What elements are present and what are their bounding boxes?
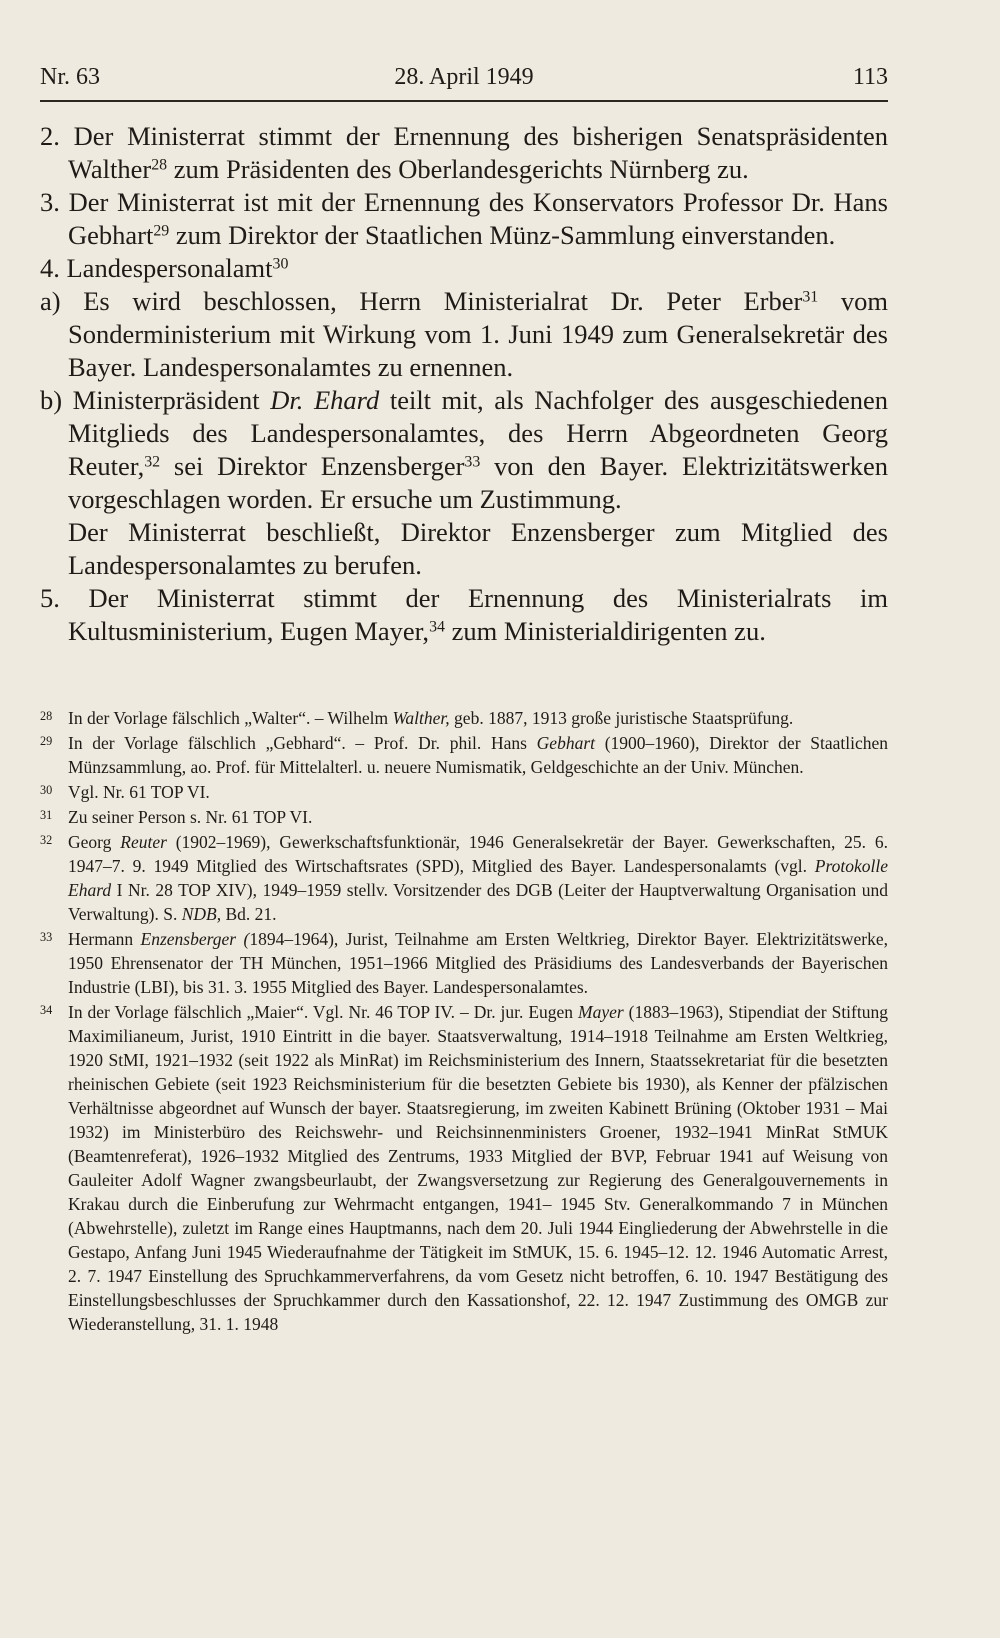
footnote-text: geb. 1887, 1913 große juristische Staatsprüfung. [449, 708, 794, 728]
footnote-name: Walther, [392, 708, 450, 728]
footnote-31: 31 Zu seiner Person s. Nr. 61 TOP VI. [40, 807, 313, 827]
footnote-ref-30: 30 [272, 255, 289, 273]
item-4-resolution-text: Der Ministerrat beschließt, Direktor Enzensberger zum Mitglied des Landespersonalamtes zu berufen. [68, 517, 888, 580]
footnote-32: 32 Georg Reuter (1902–1969), Gewerkschaftsfunktionär, 1946 Generalsekretär der Bayer. Gewerkschaften, 25. 6. 1947–7. 9. 1949 Mitglied des Wirtschaftsrates (SPD), Mitglied des Bayer. Landespersonalamts (vgl. Protokolle Ehard I Nr. 28 TOP XIV), 1949–1959 stellv. Vorsitzender des DGB (Leiter der Hauptverwaltung Organisation und Verwaltung). S. NDB, Bd. 21. [40, 832, 889, 924]
footnote-text: In der Vorlage fälschlich „Gebhard“. – Prof. Dr. phil. Hans [68, 733, 537, 753]
item-5 [40, 582, 888, 648]
item-4b [40, 384, 888, 516]
footnotes [40, 706, 888, 1337]
running-header [40, 60, 888, 102]
footnote-ref-32: 32 [144, 453, 161, 471]
footnote-34: 34 In der Vorlage fälschlich „Maier“. Vgl. Nr. 46 TOP IV. – Dr. jur. Eugen Mayer (1883–1963), Stipendiat der Stiftung Maximilianeum, Jurist, 1910 Eintritt in die bayer. Staatsverwaltung, 1914–1918 Teilnahme am Ersten Weltkrieg, 1920 StMI, 1921–1932 (seit 1922 als MinRat) im Reichsministerium des Innern, Staatssekretariat für die besetzten rheinischen Gebiete (seit 1923 Reichsministerium für die besetzten Gebiete bis 1930), als Kenner der pfälzischen Verhältnisse abgeordnet auf Wunsch der bayer. Staatsregierung, im zweiten Kabinett Brüning (Oktober 1931 – Mai 1932) im Ministerbüro des Reichswehr- und Reichsinnenministers Groener, 1932–1941 MinRat StMUK (Beamtenreferat), 1926–1932 Mitglied des Zentrums, 1933 Mitglied der BVP, Februar 1941 auf Weisung von Gauleiter Adolf Wagner zwangsbeurlaubt, der Zwangsversetzung zur Regierung des Generalgouvernements in Krakau durch die Einberufung zur Wehrmacht entgangen, 1941– 1945 Stv. Generalkommando 7 in München (Abwehrstelle), zuletzt im Range eines Hauptmanns, nach dem 20. Juli 1944 Eingliederung der Abwehrstelle in die Gestapo, Anfang Juni 1945 Wiederaufnahme der Tätigkeit im StMUK, 15. 6. 1945–12. 12. 1946 Automatic Arrest, 2. 7. 1947 Einstellung des Spruchkammerverfahrens, da vom Gesetz nicht betroffen, 6. 10. 1947 Bestätigung des Einstellungsbeschlusses der Spruchkammer durch den Kassationshof, 22. 12. 1947 Zustimmung des OMGB zur Wiederanstellung, 31. 1. 1948 [40, 1002, 888, 1334]
item-4b-text-2: teilt mit, als Nachfolger des ausgeschiedenen Mitglieds des Landespersonalamtes, des Herrn Abgeordneten Georg Reuter, [68, 385, 889, 481]
item-4b-text: b) Ministerpräsident [40, 385, 271, 415]
footnote-ref-33: 33 [464, 453, 481, 471]
item-5-text: 5. Der Ministerrat stimmt der Ernennung des Ministerialrats im Kultusministerium, Eugen Mayer, [40, 583, 888, 646]
footnote-text: Georg [68, 832, 121, 852]
footnote-text: (1900–1960), Direktor der Staatlichen Münzsammlung, ao. Prof. für Mittelalterl. u. neuere Numismatik, Geldgeschichte an der Univ. München. [68, 733, 888, 777]
footnote-title: NDB, [181, 904, 222, 924]
footnote-30: 30 Vgl. Nr. 61 TOP VI. [40, 782, 210, 802]
item-4-resolution [40, 516, 888, 582]
footnote-name: Mayer [578, 1002, 624, 1022]
footnote-text: In der Vorlage fälschlich „Maier“. Vgl. Nr. 46 TOP IV. – Dr. jur. Eugen [68, 1002, 578, 1022]
item-4a [40, 285, 888, 384]
document-number: Nr. 63 [40, 64, 100, 90]
item-4b-name: Dr. Ehard [270, 385, 380, 415]
footnote-text: Zu seiner Person s. Nr. 61 TOP VI. [68, 807, 313, 827]
footnote-text: Bd. 21. [221, 904, 277, 924]
main-text [40, 120, 888, 648]
footnote-name: Reuter [120, 832, 167, 852]
item-4-title: 4. Landespersonalamt [40, 253, 273, 283]
footnote-title: Protokolle Ehard [68, 856, 888, 900]
footnote-text: (1902–1969), Gewerkschaftsfunktionär, 1946 Generalsekretär der Bayer. Gewerkschaften, 25. 6. 1947–7. 9. 1949 Mitglied des Wirtschaftsrates (SPD), Mitglied des Bayer. Landespersonalamts (vgl. [68, 832, 889, 876]
footnote-33: 33 Hermann Enzensberger (1894–1964), Jurist, Teilnahme am Ersten Weltkrieg, Direktor Bayer. Elektrizitätswerke, 1950 Ehrensenator der TH München, 1951–1966 Mitglied des Präsidiums des Landesverbands der Bayerischen Industrie (LBI), bis 31. 3. 1955 Mitglied des Bayer. Landespersonalamtes. [40, 929, 889, 997]
item-3 [40, 186, 888, 252]
footnote-name: Gebhart [536, 733, 595, 753]
item-2-text-end: zum Präsidenten des Oberlandesgerichts Nürnberg zu. [167, 154, 749, 184]
footnote-text: 1894–1964), Jurist, Teilnahme am Ersten Weltkrieg, Direktor Bayer. Elektrizitätswerke, 1950 Ehrensenator der TH München, 1951–1966 Mitglied des Präsidiums des Landesverbands der Bayerischen Industrie (LBI), bis 31. 3. 1955 Mitglied des Bayer. Landespersonalamtes. [68, 929, 889, 997]
item-2 [40, 120, 888, 186]
item-4 [40, 252, 888, 285]
footnote-text: I Nr. 28 TOP XIV), 1949–1959 stellv. Vorsitzender des DGB (Leiter der Hauptverwaltung Organisation und Verwaltung). S. [68, 880, 888, 924]
item-5-text-end: zum Ministerialdirigenten zu. [444, 616, 766, 646]
footnote-ref-28: 28 [151, 156, 168, 174]
item-2-text: 2. Der Ministerrat stimmt der Ernennung des bisherigen Senatspräsidenten Walther [40, 121, 888, 184]
footnote-ref-34: 34 [429, 618, 445, 636]
footnote-text: (1883–1963), Stipendiat der Stiftung Maximilianeum, Jurist, 1910 Eintritt in die bayer. Staatsverwaltung, 1914–1918 Teilnahme am Ersten Weltkrieg, 1920 StMI, 1921–1932 (seit 1922 als MinRat) im Reichsministerium des Innern, Staatssekretariat für die besetzten rheinischen Gebiete (seit 1923 Reichsministerium für die besetzten Gebiete bis 1930), als Kenner der pfälzischen Verhältnisse abgeordnet auf Wunsch der bayer. Staatsregierung, im zweiten Kabinett Brüning (Oktober 1931 – Mai 1932) im Ministerbüro des Reichswehr- und Reichsinnenministers Groener, 1932–1941 MinRat StMUK (Beamtenreferat), 1926–1932 Mitglied des Zentrums, 1933 Mitglied der BVP, Februar 1941 auf Weisung von Gauleiter Adolf Wagner zwangsbeurlaubt, der Zwangsversetzung zur Regierung des Generalgouvernements in Krakau durch die Einberufung zur Wehrmacht entgangen, 1941– 1945 Stv. Generalkommando 7 in München (Abwehrstelle), zuletzt im Range eines Hauptmanns, nach dem 20. Juli 1944 Eingliederung der Abwehrstelle in die Gestapo, Anfang Juni 1945 Wiederaufnahme der Tätigkeit im StMUK, 15. 6. 1945–12. 12. 1946 Automatic Arrest, 2. 7. 1947 Einstellung des Spruchkammerverfahrens, da vom Gesetz nicht betroffen, 6. 10. 1947 Bestätigung des Einstellungsbeschlusses der Spruchkammer durch den Kassationshof, 22. 12. 1947 Zustimmung des OMGB zur Wiederanstellung, 31. 1. 1948 [68, 1002, 888, 1334]
footnote-text: In der Vorlage fälschlich „Walter“. – Wilhelm [68, 708, 393, 728]
page-number: 113 [852, 64, 888, 90]
item-4b-text-4: von den Bayer. Elektrizitätswerken vorgeschlagen worden. Er ersuche um Zustimmung. [68, 451, 888, 514]
footnote-text: Hermann [68, 929, 141, 949]
item-4b-text-3: sei Direktor Enzensberger [160, 451, 465, 481]
footnote-text: Vgl. Nr. 61 TOP VI. [68, 782, 210, 802]
item-4a-text-end: vom Sonderministerium mit Wirkung vom 1. Juni 1949 zum Generalsekretär des Bayer. Landespersonalamtes zu ernennen. [68, 286, 888, 382]
item-3-text: 3. Der Ministerrat ist mit der Ernennung des Konservators Professor Dr. Hans Gebhart [40, 187, 888, 250]
footnote-name: Enzensberger ( [140, 929, 250, 949]
footnote-28: 28 In der Vorlage fälschlich „Walter“. – Wilhelm Walther, geb. 1887, 1913 große juristische Staatsprüfung. [40, 708, 794, 728]
footnote-29: 29 In der Vorlage fälschlich „Gebhard“. – Prof. Dr. phil. Hans Gebhart (1900–1960), Direktor der Staatlichen Münzsammlung, ao. Prof. für Mittelalterl. u. neuere Numismatik, Geldgeschichte an der Univ. München. [40, 733, 888, 777]
footnote-ref-29: 29 [153, 222, 170, 240]
document-date: 28. April 1949 [394, 64, 534, 90]
item-4a-text: a) Es wird beschlossen, Herrn Ministerialrat Dr. Peter Erber [40, 286, 803, 316]
item-3-text-end: zum Direktor der Staatlichen Münz-Sammlung einverstanden. [169, 220, 836, 250]
footnote-ref-31: 31 [802, 288, 819, 306]
